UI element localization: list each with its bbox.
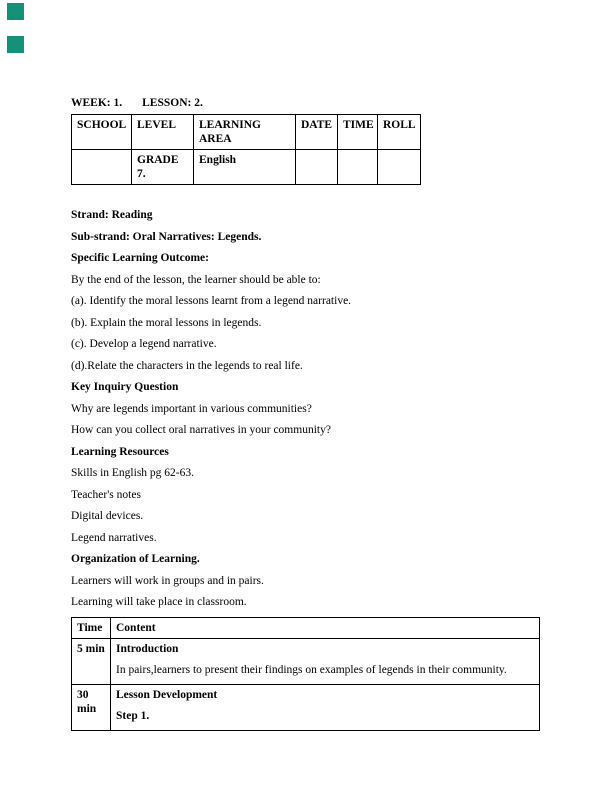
info-table-value-row (72, 150, 421, 185)
info-table-header-row (72, 115, 421, 150)
info-cell-time (338, 150, 378, 185)
lesson-row-2-body: Step 1. (116, 709, 150, 722)
sub-strand-heading: Sub-strand: Oral Narratives: Legends. (71, 230, 262, 243)
lesson-header-time: Time (72, 617, 111, 638)
lesson-row-development (72, 684, 540, 730)
strand-heading: Strand: Reading (71, 209, 153, 221)
lesson-details (71, 208, 540, 609)
lesson-row-1-title: Introduction (116, 642, 179, 655)
lesson-row-1-content (111, 638, 540, 684)
info-table (71, 114, 421, 185)
lesson-row-2-title: Lesson Development (116, 688, 218, 701)
outcome-item-a: (a). Identify the moral lessons learnt from a legend narrative. (71, 295, 352, 307)
info-cell-roll (378, 150, 421, 185)
teal-marker-top (7, 3, 24, 20)
resource-item-1: Skills in English pg 62-63. (71, 467, 194, 479)
lesson-row-1-body: In pairs,learners to present their findings on examples of legends in their community. (116, 663, 507, 676)
info-header-date: DATE (296, 115, 338, 150)
organization-of-learning-heading: Organization of Learning. (71, 553, 200, 565)
inquiry-question-2: How can you collect oral narratives in your community? (71, 424, 331, 436)
lesson-plan-table (71, 617, 540, 731)
week-label: WEEK: 1. (71, 97, 123, 109)
learning-resources-heading: Learning Resources (71, 445, 169, 458)
inquiry-question-1: Why are legends important in various communities? (71, 402, 312, 415)
outcome-item-c: (c). Develop a legend narrative. (71, 338, 217, 350)
resource-item-3: Digital devices. (71, 510, 144, 522)
outcome-intro-text: By the end of the lesson, the learner should be able to: (71, 273, 321, 286)
lesson-row-introduction (72, 638, 540, 684)
lesson-label: LESSON: 2. (142, 97, 203, 109)
info-header-learning-area: LEARNING AREA (194, 115, 296, 150)
info-header-time: TIME (338, 115, 378, 150)
info-cell-level: GRADE 7. (132, 150, 194, 185)
key-inquiry-question-heading: Key Inquiry Question (71, 381, 179, 393)
outcome-item-b: (b). Explain the moral lessons in legends. (71, 316, 262, 329)
week-lesson-heading (71, 96, 540, 110)
info-cell-date (296, 150, 338, 185)
info-header-roll: ROLL (378, 115, 421, 150)
resource-item-4: Legend narratives. (71, 531, 157, 544)
lesson-header-content: Content (111, 617, 540, 638)
outcome-item-d: (d).Relate the characters in the legends to real life. (71, 359, 303, 372)
organization-text-1: Learners will work in groups and in pairs. (71, 574, 264, 587)
info-header-school: SCHOOL (72, 115, 132, 150)
resource-item-2: Teacher's notes (71, 488, 141, 501)
lesson-table-header-row (72, 617, 540, 638)
lesson-row-2-time: 30 min (72, 684, 111, 730)
teal-marker-bottom (7, 36, 24, 53)
document-content (71, 96, 540, 731)
info-header-level: LEVEL (132, 115, 194, 150)
info-cell-school (72, 150, 132, 185)
lesson-row-1-time: 5 min (72, 638, 111, 684)
organization-text-2: Learning will take place in classroom. (71, 596, 247, 608)
info-cell-learning-area: English (194, 150, 296, 185)
specific-learning-outcome-heading: Specific Learning Outcome: (71, 252, 209, 264)
lesson-row-2-content (111, 684, 540, 730)
